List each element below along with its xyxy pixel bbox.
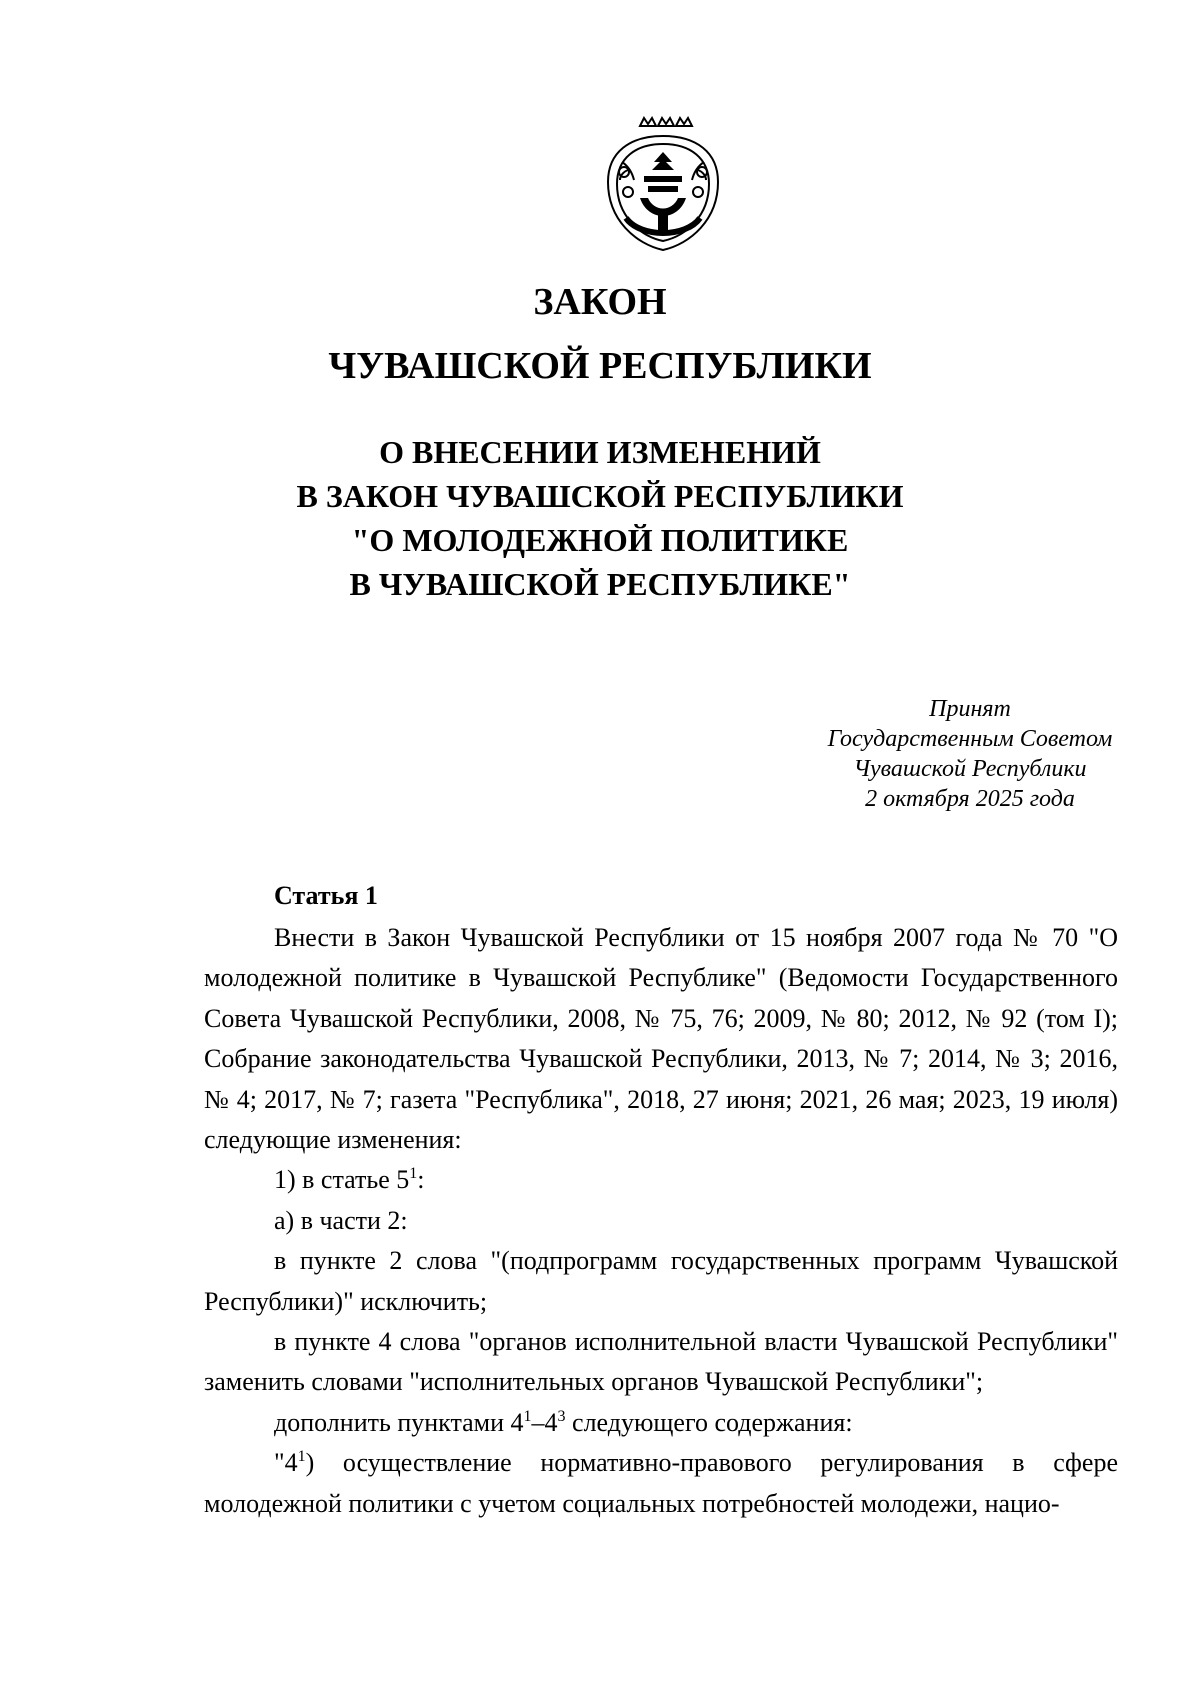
article-body bbox=[204, 918, 1118, 1524]
law-title: ЗАКОН bbox=[533, 281, 667, 323]
subtitle-line: "О МОЛОДЕЖНОЙ ПОЛИТИКЕ bbox=[351, 522, 849, 558]
subtitle-line: О ВНЕСЕНИИ ИЗМЕНЕНИЙ bbox=[379, 434, 821, 470]
adoption-date: 2 октября 2025 года bbox=[865, 786, 1075, 812]
adoption-note bbox=[760, 694, 1180, 814]
crown-center bbox=[658, 118, 674, 126]
law-republic-title: ЧУВАШСКОЙ РЕСПУБЛИКИ bbox=[328, 345, 872, 387]
adoption-line: Государственным Советом bbox=[827, 726, 1113, 752]
subtitle-line: В ЧУВАШСКОЙ РЕСПУБЛИКЕ" bbox=[349, 566, 851, 602]
crown-left bbox=[640, 118, 656, 126]
adoption-line: Чувашской Республики bbox=[853, 756, 1087, 782]
article-heading: Статья 1 bbox=[274, 881, 378, 910]
paragraph-item-1: 1) в статье $5^1$: bbox=[274, 1165, 425, 1195]
paragraph-point-4: в пункте 4 слова "органов исполнительной власти Чувашской Республики" заменить словами "исполнительных органов Чувашской Республики"; bbox=[204, 1327, 1118, 1397]
adoption-line: Принят bbox=[929, 696, 1011, 722]
paragraph-point-2: в пункте 2 слова "(подпрограмм государственных программ Чувашской Республики)" исключить; bbox=[204, 1246, 1118, 1316]
paragraph-intro: Внести в Закон Чувашской Республики от 15 ноября 2007 года № 70 "О молодежной политике в Чувашской Республике" (Ведомости Государственного Совета Чувашской Республики, 2008, № 75, 76; 2009, № 80; 2012, № 92 (том I); Собрание законодательства Чувашской Республики, 2013, № 7; 2014, № 3; 2016, № 4; 2017, № 7; газета "Республика", 2018, 27 июня; 2021, 26 мая; 2023, 19 июля) следующие изменения: bbox=[204, 923, 1118, 1155]
paragraph-item-a: а) в части 2: bbox=[274, 1205, 408, 1235]
law-subtitle bbox=[0, 430, 1200, 606]
coat-of-arms-emblem bbox=[600, 112, 726, 256]
subtitle-line: В ЗАКОН ЧУВАШСКОЙ РЕСПУБЛИКИ bbox=[296, 478, 904, 514]
crown-right bbox=[676, 118, 692, 126]
paragraph-add-points: дополнить пунктами $4^1-4^3$ следующего содержания: bbox=[274, 1407, 853, 1437]
paragraph-point-4-1: "$4^1$) осуществление нормативно-правового регулирования в сфере молодежной политики с учетом социальных потребностей молодежи, нацио- bbox=[204, 1448, 1118, 1518]
